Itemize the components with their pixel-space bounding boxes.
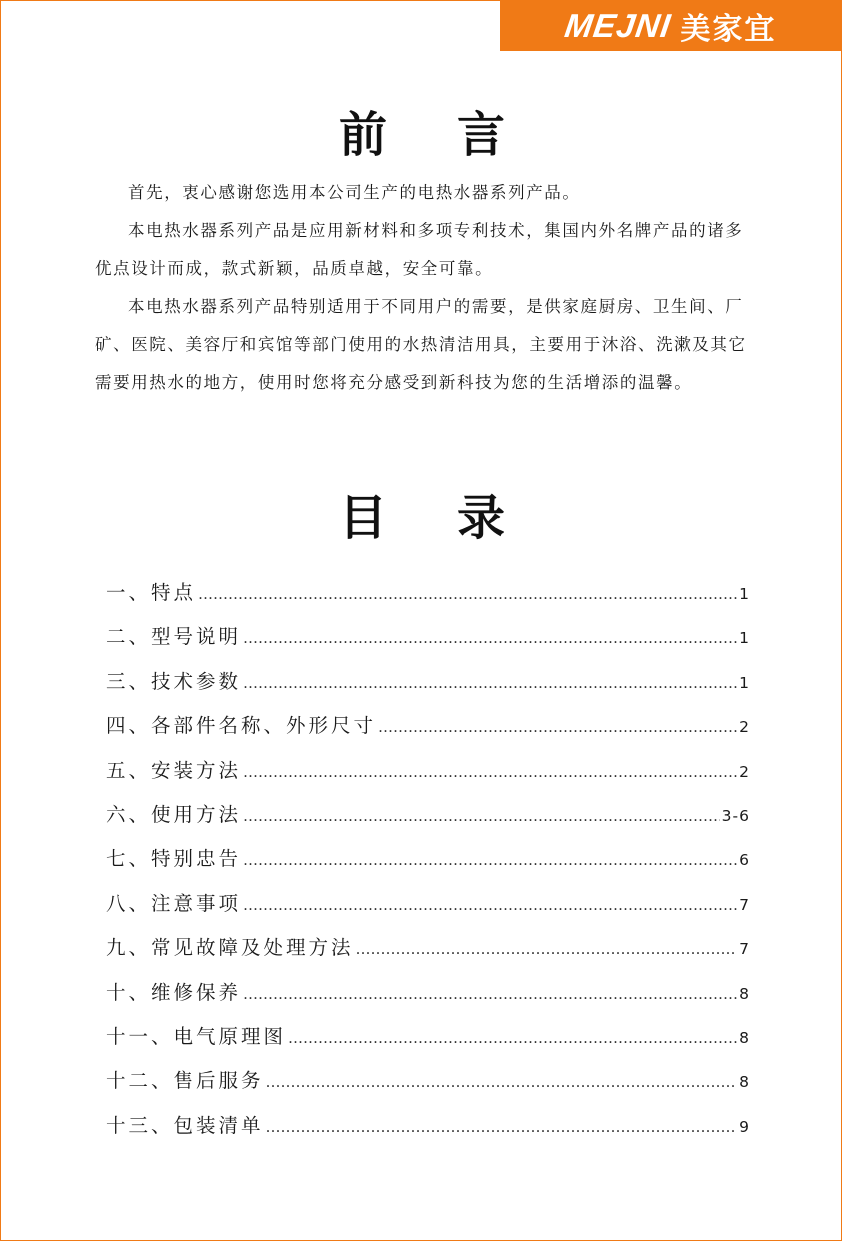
toc-entry[interactable] [106, 1021, 750, 1065]
toc-entry-page-number: 1 [739, 585, 750, 603]
toc-dot-leader [243, 629, 737, 647]
toc-entry-label: 四、各部件名称、外形尺寸 [106, 714, 377, 738]
toc-dot-leader [198, 585, 737, 603]
toc-entry-page-number: 8 [739, 1073, 750, 1092]
toc-dot-leader [266, 1073, 738, 1091]
toc-entry-page-number: 7 [739, 895, 750, 914]
toc-entry-page-number: 9 [739, 1117, 750, 1136]
toc-entry-label: 六、使用方法 [106, 802, 242, 826]
toc-entry[interactable] [106, 932, 750, 976]
toc-entry[interactable] [106, 755, 750, 799]
toc-entry-page-number: 1 [739, 673, 750, 692]
toc-entry-page-number: 2 [739, 762, 750, 781]
toc-entry-label: 九、常见故障及处理方法 [106, 936, 354, 960]
toc-entry-label: 二、型号说明 [106, 625, 242, 649]
toc-entry-label: 七、特别忠告 [106, 847, 242, 871]
toc-entry-label: 五、安装方法 [106, 758, 242, 782]
toc-entry-page-number: 8 [739, 1028, 750, 1047]
toc-entry-label: 十三、包装清单 [106, 1113, 264, 1137]
toc-dot-leader [243, 851, 737, 869]
toc-entry[interactable] [106, 843, 750, 887]
toc-entry[interactable] [106, 666, 750, 710]
brand-logo-chinese: 美家宜 [680, 12, 777, 47]
toc-entry-label: 八、注意事项 [106, 891, 242, 915]
brand-logo-latin: MEJNI [562, 7, 674, 44]
toc-dot-leader [356, 940, 738, 958]
preface-paragraph: 首先，衷心感谢您选用本公司生产的电热水器系列产品。 [128, 183, 581, 202]
toc-dot-leader [243, 985, 737, 1003]
toc-entry-label: 十一、电气原理图 [106, 1024, 287, 1048]
toc-entry-page-number: 6 [739, 851, 750, 870]
toc-entry[interactable] [106, 1110, 750, 1154]
toc-entry-page-number: 3-6 [721, 806, 750, 825]
toc-entry[interactable] [106, 799, 750, 843]
toc-entry[interactable] [106, 710, 750, 754]
preface-body [95, 174, 755, 402]
table-of-contents [106, 577, 750, 1154]
toc-entry[interactable] [106, 577, 750, 621]
toc-entry-page-number: 7 [739, 940, 750, 959]
toc-entry-page-number: 1 [739, 629, 750, 648]
toc-entry[interactable] [106, 888, 750, 932]
toc-entry-label: 十、维修保养 [106, 980, 242, 1004]
toc-entry[interactable] [106, 977, 750, 1021]
toc-dot-leader [243, 807, 720, 825]
preface-title: 前言 [338, 107, 575, 163]
toc-entry-label: 十二、售后服务 [106, 1069, 264, 1093]
preface-paragraph: 本电热水器系列产品特别适用于不同用户的需要，是供家庭厨房、卫生间、厂矿、医院、美容厅和宾馆等部门使用的水热清洁用具，主要用于沐浴、洗漱及其它需要用热水的地方，使用时您将充分感受到新科技为您的生活增添的温馨。 [95, 297, 747, 392]
toc-entry[interactable] [106, 621, 750, 665]
toc-entry[interactable] [106, 1065, 750, 1109]
toc-title: 目录 [338, 490, 575, 546]
toc-dot-leader [378, 718, 737, 736]
brand-banner [500, 1, 841, 51]
toc-entry-page-number: 8 [739, 984, 750, 1003]
toc-dot-leader [243, 674, 737, 692]
preface-paragraph: 本电热水器系列产品是应用新材料和多项专利技术，集国内外名牌产品的诸多优点设计而成，款式新颖，品质卓越，安全可靠。 [95, 221, 744, 278]
toc-dot-leader [266, 1118, 738, 1136]
toc-entry-label: 三、技术参数 [106, 669, 242, 693]
toc-dot-leader [243, 896, 737, 914]
toc-dot-leader [243, 763, 737, 781]
toc-dot-leader [288, 1029, 737, 1047]
toc-entry-page-number: 2 [739, 718, 750, 737]
toc-entry-label: 一、特点 [106, 581, 197, 604]
